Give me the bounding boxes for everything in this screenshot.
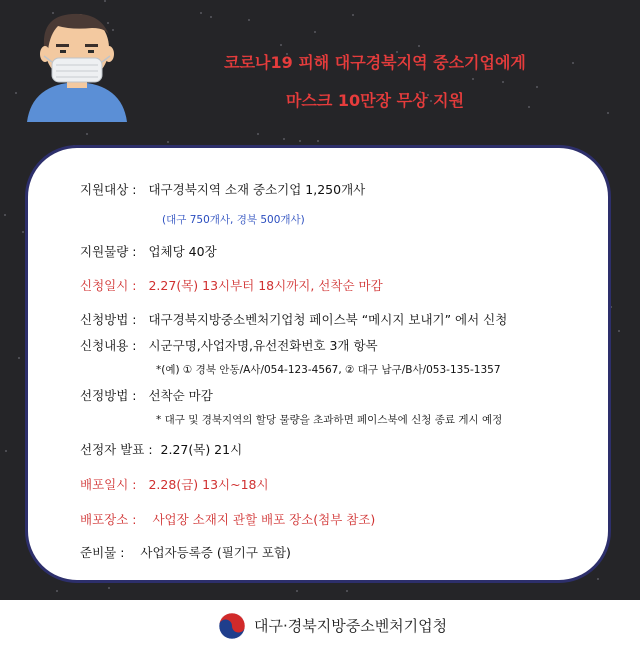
banner-speckle bbox=[352, 14, 354, 16]
quantity-row bbox=[80, 242, 217, 260]
banner-speckle bbox=[200, 12, 202, 14]
banner-speckle bbox=[618, 330, 620, 332]
title-line-2: 마스크 10만장 무상 지원 bbox=[285, 91, 465, 110]
announce-value: 2.27(목) 21시 bbox=[160, 442, 243, 457]
banner-speckle bbox=[280, 44, 282, 46]
target-label: 지원대상 : bbox=[80, 182, 137, 197]
method-row bbox=[80, 310, 507, 328]
banner-speckle bbox=[418, 45, 420, 47]
apply-date-value: 2.27(목) 13시부터 18시까지, 선착순 마감 bbox=[148, 278, 383, 293]
announce-label: 선정자 발표 : bbox=[80, 442, 153, 457]
banner-speckle bbox=[597, 578, 599, 580]
method-value: 대구경북지방중소벤처기업청 페이스북 “메시지 보내기” 에서 신청 bbox=[148, 312, 508, 327]
banner-speckle bbox=[346, 590, 348, 592]
banner-speckle bbox=[5, 450, 7, 452]
banner-speckle bbox=[607, 112, 609, 114]
target-row bbox=[80, 180, 365, 198]
target-note: (대구 750개사, 경북 500개사) bbox=[162, 214, 305, 226]
dist-place-row bbox=[80, 510, 375, 528]
select-note: * 대구 및 경북지역의 할당 물량을 초과하면 페이스북에 신청 종료 게시 예정 bbox=[156, 414, 503, 426]
banner-speckle bbox=[22, 231, 24, 233]
announce-row bbox=[80, 440, 242, 458]
banner-speckle bbox=[210, 16, 212, 18]
prep-label: 준비물 : bbox=[80, 545, 125, 560]
banner-speckle bbox=[296, 590, 298, 592]
taegeuk-logo-icon bbox=[218, 612, 246, 640]
banner-speckle bbox=[257, 133, 259, 135]
banner-speckle bbox=[317, 140, 319, 142]
title-line-1: 코로나19 피해 대구경북지역 중소기업에게 bbox=[224, 53, 526, 72]
content-label: 신청내용 : bbox=[80, 338, 137, 353]
prep-row bbox=[80, 543, 291, 561]
content-value: 시군구명,사업자명,유선전화번호 3개 항목 bbox=[148, 338, 378, 353]
org-name: 대구·경북지방중소벤처기업청 bbox=[254, 617, 448, 635]
method-label: 신청방법 : bbox=[80, 312, 137, 327]
banner-speckle bbox=[104, 0, 106, 2]
prep-value: 사업자등록증 (필기구 포함) bbox=[140, 545, 291, 560]
content-note: *(예) ① 경북 안동/A사/054-123-4567, ② 대구 남구/B사/053-135-1357 bbox=[156, 364, 501, 376]
banner-speckle bbox=[299, 140, 301, 142]
dist-date-value: 2.28(금) 13시~18시 bbox=[148, 477, 269, 492]
banner-speckle bbox=[502, 81, 504, 83]
banner-speckle bbox=[283, 138, 285, 140]
banner-speckle bbox=[56, 590, 58, 592]
dist-date-label: 배포일시 : bbox=[80, 477, 137, 492]
quantity-label: 지원물량 : bbox=[80, 244, 137, 259]
select-label: 선정방법 : bbox=[80, 388, 137, 403]
banner-speckle bbox=[167, 141, 169, 143]
banner-speckle bbox=[248, 19, 250, 21]
masked-person-icon bbox=[22, 6, 132, 122]
apply-date-label: 신청일시 : bbox=[80, 278, 137, 293]
banner-speckle bbox=[108, 587, 110, 589]
dist-date-row bbox=[80, 475, 269, 493]
quantity-value: 업체당 40장 bbox=[148, 244, 217, 259]
select-value: 선착순 마감 bbox=[148, 388, 213, 403]
dist-place-value: 사업장 소재지 관할 배포 장소(첨부 참조) bbox=[152, 512, 376, 527]
banner-speckle bbox=[4, 214, 6, 216]
dist-place-label: 배포장소 : bbox=[80, 512, 137, 527]
apply-date-row bbox=[80, 276, 383, 294]
banner-speckle bbox=[15, 92, 17, 94]
select-row bbox=[80, 386, 213, 404]
banner-speckle bbox=[18, 357, 20, 359]
banner-speckle bbox=[314, 31, 316, 33]
target-value: 대구경북지역 소재 중소기업 1,250개사 bbox=[148, 182, 366, 197]
banner-speckle bbox=[472, 78, 474, 80]
content-row bbox=[80, 336, 378, 354]
banner-speckle bbox=[86, 133, 88, 135]
